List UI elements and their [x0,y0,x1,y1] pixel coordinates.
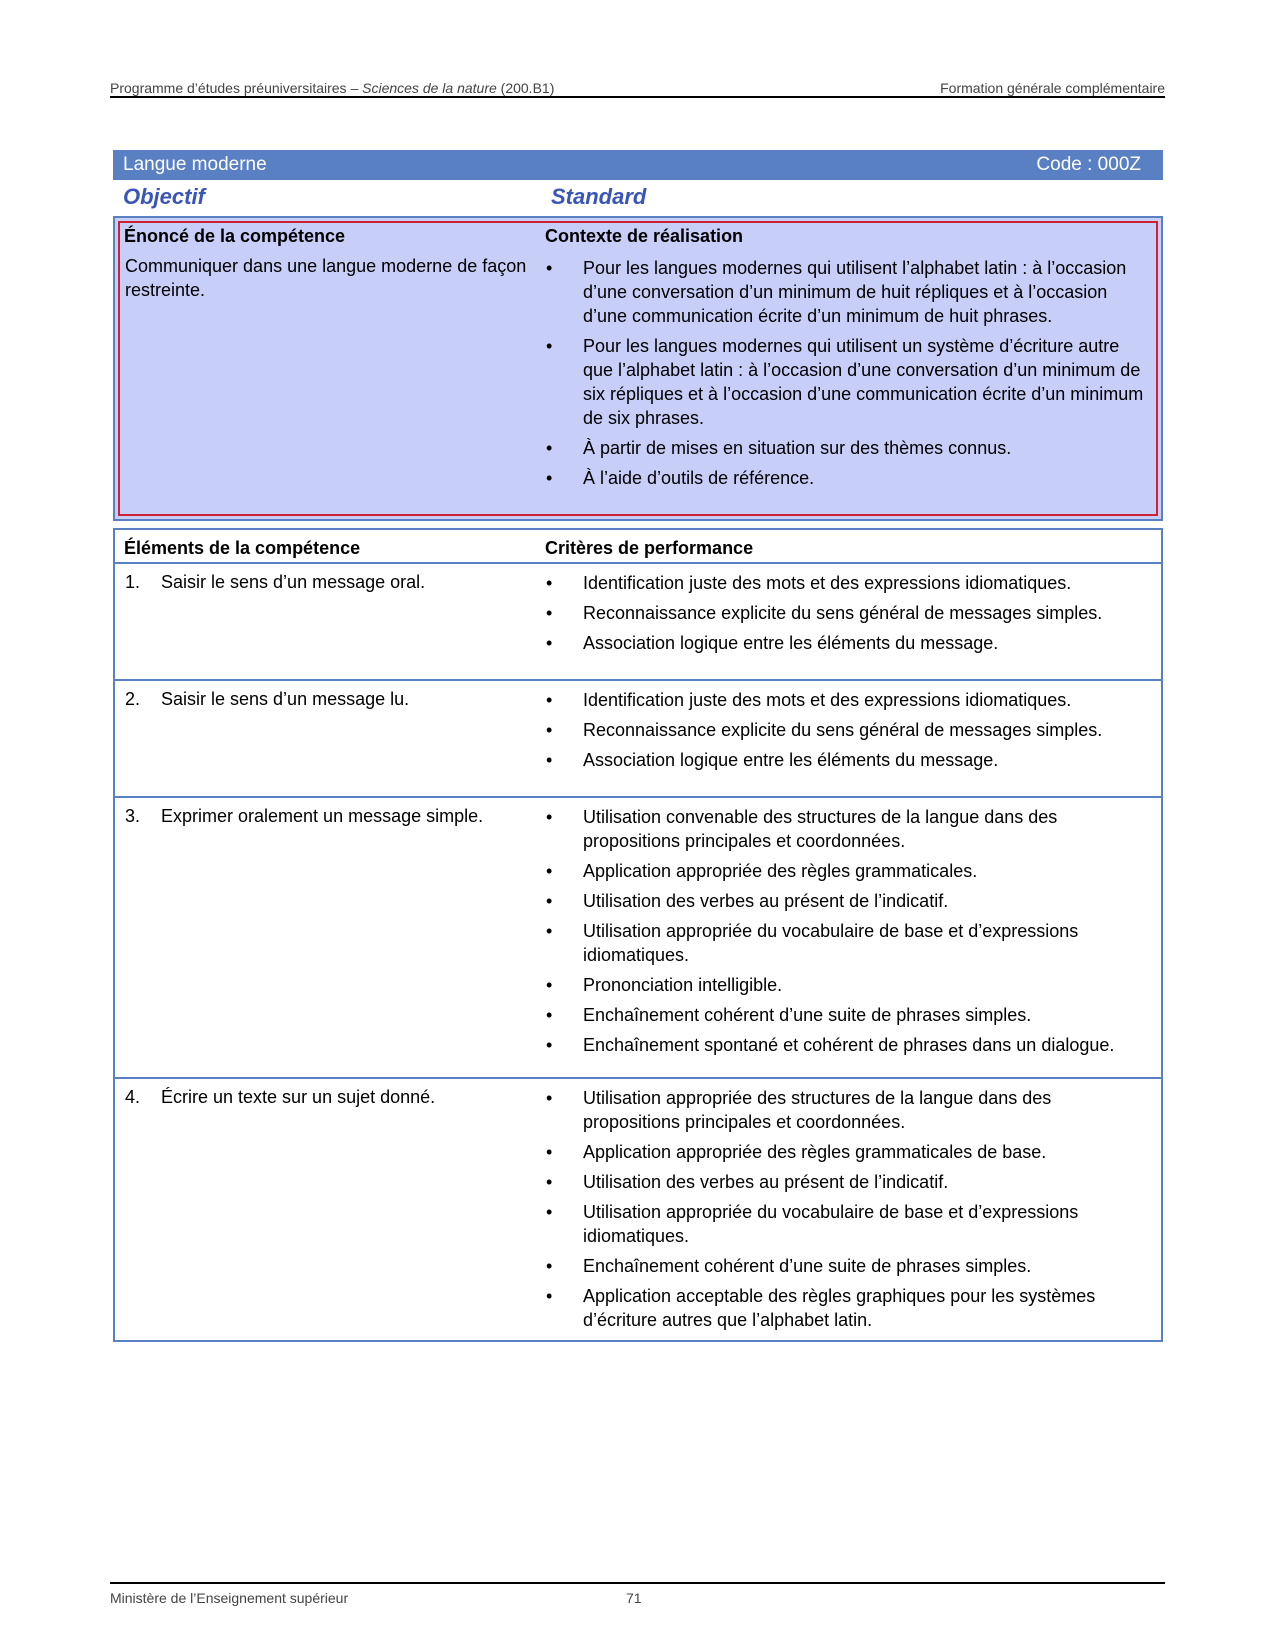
criteria-cell [546,571,1151,661]
running-footer [110,1582,1165,1608]
criterion-item: • Utilisation des verbes au présent de l’indicatif. [546,889,1151,913]
criterion-item: • Reconnaissance explicite du sens général de messages simples. [546,601,1151,625]
course-title: Langue moderne [123,154,267,175]
criterion-item: • Utilisation appropriée du vocabulaire de base et d’expressions idiomatiques. [546,1200,1151,1248]
element-label [125,804,535,828]
context-list [546,256,1151,490]
element-text: Écrire un texte sur un sujet donné. [161,1087,436,1107]
context-item: • Pour les langues modernes qui utilisent un système d’écriture autre que l’alphabet latin : à l’occasion d’une conversation d’un minimum de six répliques et à l’occasion d’une communication écrite d’un minimum de six phrases. [546,334,1151,430]
criteria-header: Critères de performance [545,538,754,558]
criterion-item: • Association logique entre les éléments du message. [546,631,1151,655]
competency-statement: Communiquer dans une langue moderne de façon restreinte. [125,256,527,300]
criterion-item: • Identification juste des mots et des expressions idiomatiques. [546,688,1151,712]
element-text: Saisir le sens d’un message oral. [161,572,426,592]
context-list-cell [546,256,1151,496]
criterion-item: • Utilisation appropriée du vocabulaire de base et d’expressions idiomatiques. [546,919,1151,967]
criteria-list [546,1086,1151,1332]
criteria-cell [546,688,1151,778]
running-header [110,76,1165,98]
element-text: Saisir le sens d’un message lu. [161,689,410,709]
criteria-cell [546,805,1151,1063]
elements-header: Éléments de la compétence [124,538,361,558]
criterion-item: • Enchaînement cohérent d’une suite de phrases simples. [546,1254,1151,1278]
element-text: Exprimer oralement un message simple. [161,806,484,826]
context-item: • À partir de mises en situation sur des thèmes connus. [546,436,1151,460]
criterion-item: • Application appropriée des règles grammaticales. [546,859,1151,883]
element-group [115,1077,1161,1338]
elements-header-row [115,532,1161,562]
criterion-item: • Association logique entre les éléments du message. [546,748,1151,772]
element-number: 4. [125,1087,141,1107]
criteria-list [546,805,1151,1057]
competency-table [113,216,1163,521]
criterion-item: • Utilisation convenable des structures de la langue dans des propositions principales et coordonnées. [546,805,1151,853]
element-label [125,687,535,711]
competency-header-row [115,220,1161,250]
standard-label: Standard [551,184,647,209]
header-section: Formation générale complémentaire [940,80,1165,96]
criterion-item: • Utilisation des verbes au présent de l’indicatif. [546,1170,1151,1194]
element-group [115,796,1161,1077]
criterion-item: • Enchaînement spontané et cohérent de phrases dans un dialogue. [546,1033,1151,1057]
criterion-item: • Application acceptable des règles graphiques pour les systèmes d’écriture autres que l’alphabet latin. [546,1284,1151,1332]
ministry-name: Ministère de l’Enseignement supérieur [110,1590,349,1606]
criterion-item: • Enchaînement cohérent d’une suite de phrases simples. [546,1003,1151,1027]
element-label [125,1085,535,1109]
criterion-item: • Identification juste des mots et des expressions idiomatiques. [546,571,1151,595]
element-label [125,570,535,594]
course-title-bar [113,150,1163,180]
statement-header: Énoncé de la compétence [124,226,346,246]
context-header: Contexte de réalisation [545,226,744,246]
page-number: 71 [626,1590,642,1606]
criterion-item: • Application appropriée des règles grammaticales de base. [546,1140,1151,1164]
element-group [115,562,1161,679]
element-number: 3. [125,806,141,826]
criteria-list [546,688,1151,772]
objectif-label: Objectif [123,184,205,209]
criterion-item: • Prononciation intelligible. [546,973,1151,997]
elements-table [113,528,1163,1342]
element-group [115,679,1161,796]
criterion-item: • Utilisation appropriée des structures de la langue dans des propositions principales et coordonnées. [546,1086,1151,1134]
criterion-item: • Reconnaissance explicite du sens général de messages simples. [546,718,1151,742]
criteria-cell [546,1086,1151,1338]
course-code: Code : 000Z [1036,154,1141,175]
context-item: • Pour les langues modernes qui utilisent l’alphabet latin : à l’occasion d’une conversation d’un minimum de huit répliques et à l’occasion d’une communication écrite d’un minimum de huit phrases. [546,256,1151,328]
element-number: 2. [125,689,141,709]
program-title: Programme d’études préuniversitaires – Sciences de la nature (200.B1) [110,80,555,96]
section-labels [123,184,1163,212]
element-number: 1. [125,572,141,592]
context-item: • À l’aide d’outils de référence. [546,466,1151,490]
criteria-list [546,571,1151,655]
